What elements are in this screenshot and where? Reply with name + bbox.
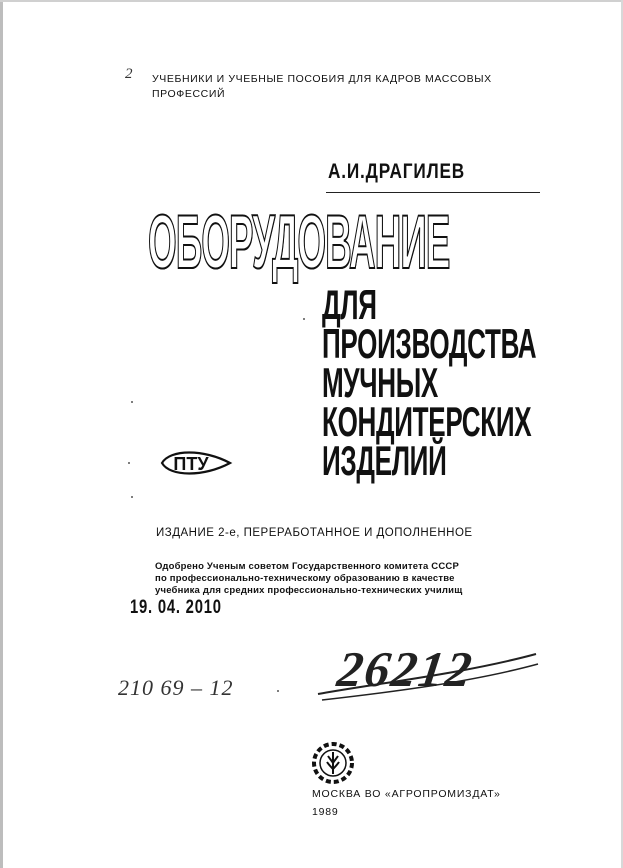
- agropromizdat-logo-icon: [311, 741, 355, 785]
- series-line-2: ПРОФЕССИЙ: [152, 88, 226, 100]
- subtitle-line-1: ДЛЯ: [322, 281, 377, 328]
- library-stamp-date: 19. 04. 2010: [130, 597, 222, 618]
- strikethrough-mark: [312, 640, 542, 710]
- author-name: А.И.ДРАГИЛЕВ: [328, 160, 466, 183]
- subtitle-line-2: ПРОИЗВОДСТВА: [322, 320, 537, 367]
- book-title: ОБОРУДОВАНИЕ: [148, 200, 450, 285]
- handwritten-code: 210 69 – 12: [118, 675, 234, 700]
- series-heading: [152, 72, 552, 102]
- author-underline: [326, 192, 540, 193]
- page-border-left: [0, 0, 3, 868]
- publication-year: 1989: [312, 806, 339, 818]
- edition-note: ИЗДАНИЕ 2-е, ПЕРЕРАБОТАННОЕ И ДОПОЛНЕННОЕ: [156, 527, 473, 539]
- ptu-logo-icon: [158, 446, 234, 480]
- series-line-1: УЧЕБНИКИ И УЧЕБНЫЕ ПОСОБИЯ ДЛЯ КАДРОВ МАССОВЫХ: [152, 73, 492, 85]
- approval-line-2: по профессионально-техническому образованию в качестве: [155, 573, 455, 584]
- approval-line-3: учебника для средних профессионально-технических училищ: [155, 585, 463, 596]
- handwritten-inventory-number: 26212: [334, 641, 477, 697]
- scan-speck: [303, 318, 305, 320]
- scan-speck: [128, 462, 130, 464]
- series-handwritten-number: 2: [125, 66, 133, 82]
- subtitle-line-5: ИЗДЕЛИЙ: [322, 437, 447, 484]
- page-border-top: [0, 0, 623, 2]
- scan-speck: [131, 401, 133, 403]
- publisher-name: МОСКВА ВО «АГРОПРОМИЗДАТ»: [312, 788, 501, 800]
- subtitle-line-3: МУЧНЫХ: [322, 359, 438, 406]
- book-subtitle: [322, 281, 537, 484]
- ptu-logo-text: ПТУ: [173, 454, 209, 474]
- approval-line-1: Одобрено Ученым советом Государственного комитета СССР: [155, 561, 459, 572]
- approval-note: [155, 561, 535, 597]
- scan-speck: [131, 496, 133, 498]
- scan-speck: [277, 690, 279, 692]
- subtitle-line-4: КОНДИТЕРСКИХ: [322, 398, 532, 445]
